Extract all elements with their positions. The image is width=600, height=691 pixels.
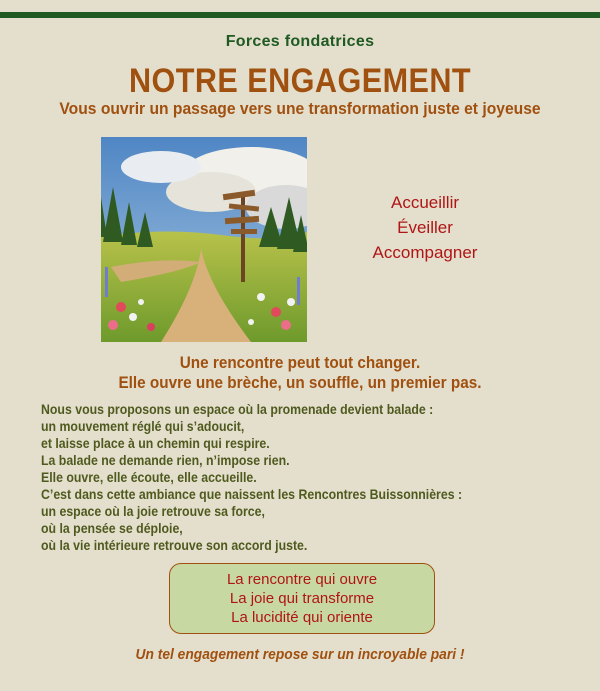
value-item: Accompagner xyxy=(372,243,478,262)
highlight-item: La lucidité qui oriente xyxy=(231,609,373,626)
closing-statement: Un tel engagement repose sur un incroyable pari ! xyxy=(135,646,465,663)
top-divider xyxy=(0,12,600,18)
body-line: un mouvement réglé qui s’adoucit, xyxy=(41,418,245,434)
section-kicker: Forces fondatrices xyxy=(225,33,375,50)
body-line: où la vie intérieure retrouve son accord juste. xyxy=(41,537,308,553)
landscape-illustration xyxy=(101,137,307,342)
lead-paragraph xyxy=(30,353,570,393)
values-list xyxy=(350,190,500,265)
body-line: La balade ne demande rien, n’impose rien. xyxy=(41,452,290,468)
body-line: un espace où la joie retrouve sa force, xyxy=(41,503,265,519)
highlight-item: La joie qui transforme xyxy=(229,590,375,607)
lead-line: Elle ouvre une brèche, un souffle, un premier pas. xyxy=(118,373,482,392)
crossroads-signpost-image xyxy=(101,137,307,342)
highlights-box xyxy=(169,563,435,634)
highlight-item: La rencontre qui ouvre xyxy=(226,571,378,588)
body-line: Nous vous proposons un espace où la promenade devient balade : xyxy=(41,401,434,417)
body-line: Elle ouvre, elle écoute, elle accueille. xyxy=(41,469,257,485)
page-title: NOTRE ENGAGEMENT xyxy=(128,62,472,100)
body-paragraph xyxy=(41,401,516,554)
lead-line: Une rencontre peut tout changer. xyxy=(179,353,421,372)
body-line: et laisse place à un chemin qui respire. xyxy=(41,435,270,451)
value-item: Accueillir xyxy=(390,193,460,212)
body-line: C’est dans cette ambiance que naissent les Rencontres Buissonnières : xyxy=(41,486,463,502)
page-subtitle: Vous ouvrir un passage vers une transformation juste et joyeuse xyxy=(59,99,541,118)
value-item: Éveiller xyxy=(397,218,453,237)
body-line: où la pensée se déploie, xyxy=(41,520,183,536)
